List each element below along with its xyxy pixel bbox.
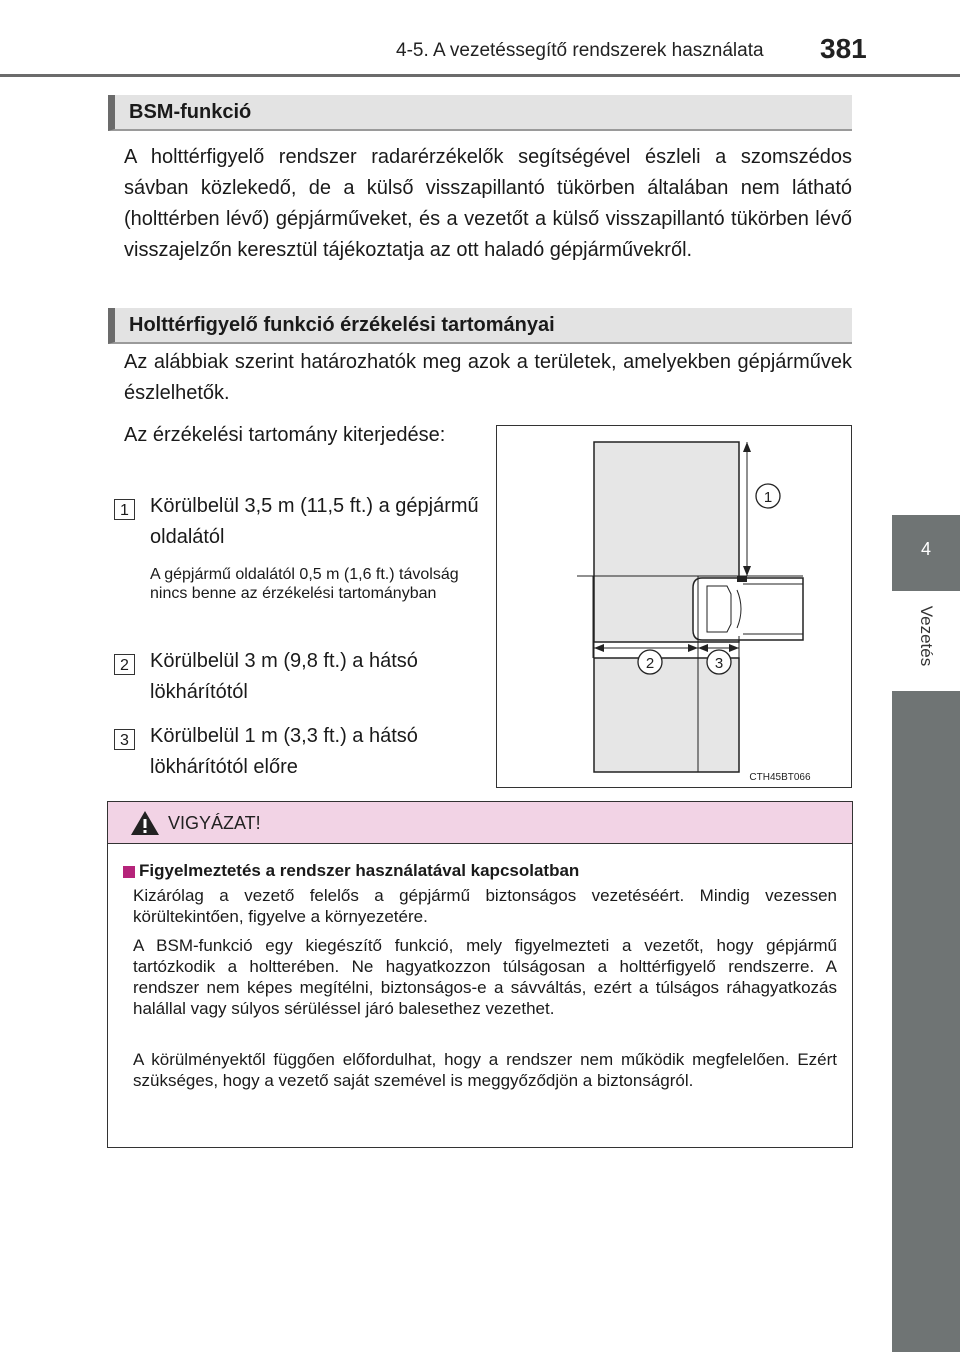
section-heading-ranges (108, 308, 852, 344)
section-heading-text: Holttérfigyelő funkció érzékelési tartományai (129, 314, 555, 336)
header-rule (0, 74, 960, 77)
callout-1-label: 1 (763, 489, 773, 506)
extent-label: Az érzékelési tartomány kiterjedése: (124, 424, 446, 446)
bsm-description: A holttérfigyelő rendszer radarérzékelők segítségével észleli a szomszédos sávban közlekedő, de a külső visszapillantó tükörben általában nem látható (holttérben lévő) gépjárműveket, és a vezetőt a külső visszapillantó tükörben lévő visszajelzőn keresztül tájékoztatja az ott haladó gépjárművekről. (124, 146, 852, 261)
item-text: Körülbelül 1 m (3,3 ft.) a hátsó lökhárítótól előre (150, 725, 418, 778)
item-number: 2 (114, 654, 135, 675)
detection-range-figure (496, 425, 852, 788)
warning-box (107, 801, 853, 1148)
chapter-label: Vezetés (917, 605, 936, 667)
figure-code: CTH45BT066 (749, 772, 811, 783)
warning-triangle-icon (130, 810, 160, 836)
callout-1 (756, 484, 780, 508)
warning-title: VIGYÁZAT! (168, 813, 261, 833)
callout-2-label: 2 (645, 655, 655, 672)
warning-paragraph: Kizárólag a vezető felelős a gépjármű biztonságos vezetéséért. Mindig vezessen körültekintően, figyelve a környezetére. (133, 886, 837, 926)
running-header: 4-5. A vezetéssegítő rendszerek használata (396, 40, 764, 61)
warning-subheading: Figyelmeztetés a rendszer használatával kapcsolatban (139, 861, 580, 880)
item-text: Körülbelül 3 m (9,8 ft.) a hátsó lökhárítótól (150, 650, 418, 703)
item-number: 1 (114, 499, 135, 520)
item-number: 3 (114, 729, 135, 750)
page-number: 381 (820, 33, 867, 64)
item-text: Körülbelül 3,5 m (11,5 ft.) a gépjármű oldalától (150, 495, 479, 548)
chapter-tab-bar (892, 691, 960, 1352)
detection-range-diagram (497, 426, 851, 787)
warning-paragraph: A BSM-funkció egy kiegészítő funkció, mely figyelmezteti a vezetőt, hogy gépjármű tartózkodik a holtterében. Ne hagyatkozzon túlságosan a holttérfigyelő rendszerre. A rendszer nem képes megítélni, biztonságos-e a sávváltás, ezért a túlságos ráhagyatkozás halállal vagy súlyos sérüléssel járó balesethez vezethet. (133, 936, 837, 1018)
callout-3-label: 3 (714, 655, 724, 672)
ranges-intro: Az alábbiak szerint határozhatók meg azok a területek, amelyekben gépjárművek észlelhetők. (124, 351, 852, 404)
warning-header (108, 802, 852, 844)
chapter-tab (892, 515, 960, 591)
item-note: A gépjármű oldalától 0,5 m (1,6 ft.) távolság nincs benne az érzékelési tartományban (150, 566, 459, 602)
chapter-label-box (892, 591, 960, 691)
bullet-square-icon (123, 866, 135, 878)
section-heading-bsm (108, 95, 852, 131)
callout-3 (707, 650, 731, 674)
callout-2 (638, 650, 662, 674)
car-icon (693, 576, 803, 640)
warning-paragraph: A körülményektől függően előfordulhat, hogy a rendszer nem működik megfelelően. Ezért szükséges, hogy a vezető saját szemével is meggyőződjön a biztonságról. (133, 1050, 837, 1090)
chapter-number: 4 (920, 539, 931, 559)
section-heading-text: BSM-funkció (129, 101, 252, 123)
